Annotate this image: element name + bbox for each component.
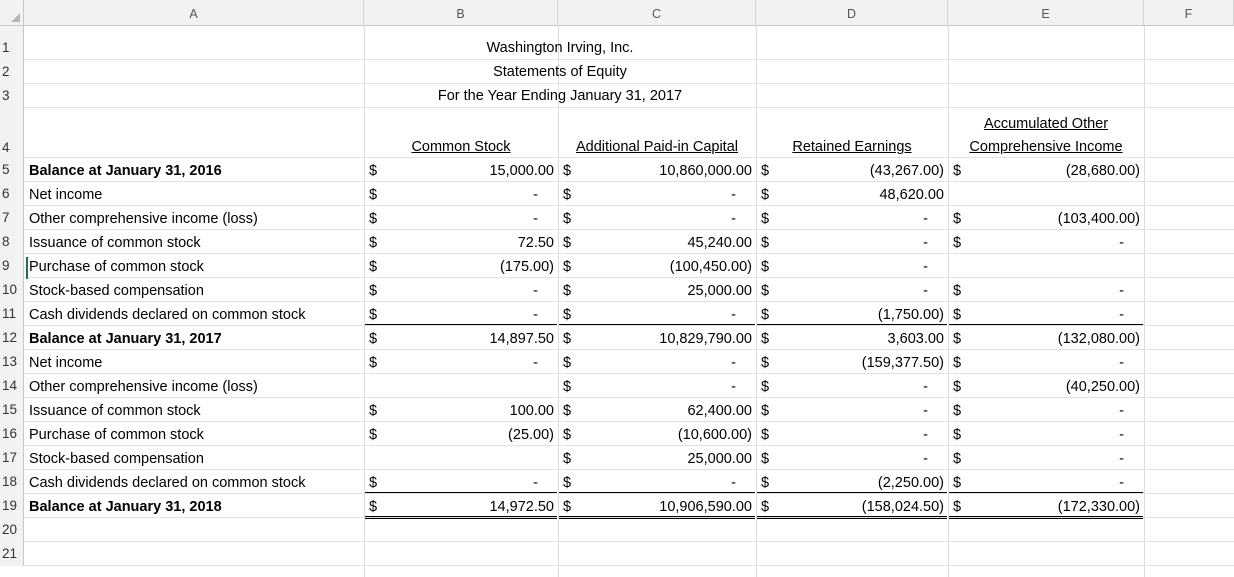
row-label[interactable]: Cash dividends declared on common stock: [29, 307, 306, 323]
value-cell-d[interactable]: 3,603.00: [887, 331, 944, 347]
value-cell-d[interactable]: -: [923, 259, 928, 275]
dollar-sign: $: [369, 259, 378, 275]
dollar-sign: $: [761, 499, 770, 515]
row-header[interactable]: 20: [0, 518, 24, 542]
statement-period[interactable]: For the Year Ending January 31, 2017: [437, 88, 683, 104]
header-retained-earnings[interactable]: [756, 136, 948, 158]
value-cell-d[interactable]: (159,377.50): [861, 355, 944, 371]
select-all-corner[interactable]: [0, 0, 24, 26]
dollar-sign: $: [953, 475, 962, 491]
dollar-sign: $: [953, 307, 962, 323]
row-label[interactable]: Issuance of common stock: [29, 235, 201, 251]
cell-border: [559, 516, 755, 519]
dollar-sign: $: [761, 307, 770, 323]
row-label[interactable]: Stock-based compensation: [29, 451, 204, 467]
dollar-sign: $: [761, 163, 770, 179]
column-header-e[interactable]: E: [948, 0, 1144, 26]
row-header[interactable]: 3: [0, 84, 24, 108]
row-label[interactable]: Purchase of common stock: [29, 259, 204, 275]
dollar-sign: $: [369, 235, 378, 251]
value-cell-e[interactable]: -: [1119, 451, 1124, 467]
dollar-sign: $: [953, 331, 962, 347]
dollar-sign: $: [953, 283, 962, 299]
dollar-sign: $: [563, 307, 572, 323]
row-header[interactable]: 18: [0, 470, 24, 494]
header-apic[interactable]: [558, 136, 756, 158]
row-header[interactable]: 11: [0, 302, 24, 326]
dollar-sign: $: [369, 355, 378, 371]
column-header-b[interactable]: B: [364, 0, 558, 26]
value-cell-d[interactable]: 48,620.00: [879, 187, 944, 203]
value-cell-c[interactable]: -: [731, 307, 736, 323]
row-header[interactable]: 19: [0, 494, 24, 518]
dollar-sign: $: [761, 475, 770, 491]
header-common-stock-text: Common Stock: [411, 139, 511, 155]
value-cell-d[interactable]: (158,024.50): [861, 499, 944, 515]
value-cell-b[interactable]: (25.00): [508, 427, 554, 443]
dollar-sign: $: [369, 475, 378, 491]
value-cell-e[interactable]: -: [1119, 403, 1124, 419]
value-cell-e[interactable]: -: [1119, 475, 1124, 491]
dollar-sign: $: [369, 427, 378, 443]
company-name[interactable]: Washington Irving, Inc.: [486, 40, 634, 56]
dollar-sign: $: [369, 331, 378, 347]
dollar-sign: $: [563, 355, 572, 371]
value-cell-d[interactable]: -: [923, 211, 928, 227]
dollar-sign: $: [563, 499, 572, 515]
gridline: [24, 565, 1234, 566]
value-cell-e[interactable]: (28,680.00): [1065, 163, 1140, 179]
dollar-sign: $: [563, 163, 572, 179]
value-cell-b[interactable]: -: [533, 211, 538, 227]
value-cell-e[interactable]: [948, 182, 1144, 206]
dollar-sign: $: [369, 211, 378, 227]
value-cell-c[interactable]: 10,906,590.00: [659, 499, 752, 515]
dollar-sign: $: [563, 475, 572, 491]
dollar-sign: $: [953, 211, 962, 227]
value-cell-b[interactable]: -: [533, 307, 538, 323]
cell-border: [757, 324, 947, 325]
value-cell-c[interactable]: 25,000.00: [687, 451, 752, 467]
dollar-sign: $: [953, 163, 962, 179]
value-cell-d[interactable]: -: [923, 427, 928, 443]
cell-border: [559, 324, 755, 325]
dollar-sign: $: [761, 355, 770, 371]
row-header[interactable]: 14: [0, 374, 24, 398]
value-cell-c[interactable]: -: [731, 475, 736, 491]
header-aoci-line1[interactable]: [948, 112, 1144, 136]
header-retained-earnings-text: Retained Earnings: [792, 139, 912, 155]
value-cell-e[interactable]: [948, 254, 1144, 278]
value-cell-d[interactable]: (43,267.00): [869, 163, 944, 179]
value-cell-e[interactable]: -: [1119, 427, 1124, 443]
dollar-sign: $: [563, 211, 572, 227]
row-label[interactable]: Balance at January 31, 2017: [29, 331, 222, 347]
row-label[interactable]: Cash dividends declared on common stock: [29, 475, 306, 491]
value-cell-d[interactable]: (2,250.00): [877, 475, 944, 491]
row-header[interactable]: 15: [0, 398, 24, 422]
value-cell-d[interactable]: -: [923, 379, 928, 395]
dollar-sign: $: [953, 403, 962, 419]
value-cell-e[interactable]: (172,330.00): [1057, 499, 1140, 515]
dollar-sign: $: [761, 451, 770, 467]
dollar-sign: $: [761, 187, 770, 203]
row-label[interactable]: Stock-based compensation: [29, 283, 204, 299]
row-header[interactable]: 2: [0, 60, 24, 84]
cell-border: [949, 516, 1143, 519]
value-cell-b[interactable]: 14,897.50: [489, 331, 554, 347]
cell-border: [365, 516, 557, 519]
dollar-sign: $: [761, 427, 770, 443]
row-header[interactable]: 8: [0, 230, 24, 254]
row-label[interactable]: Net income: [29, 187, 103, 203]
dollar-sign: $: [953, 379, 962, 395]
value-cell-c[interactable]: 10,829,790.00: [659, 331, 752, 347]
value-cell-b[interactable]: -: [533, 283, 538, 299]
value-cell-c[interactable]: 25,000.00: [687, 283, 752, 299]
value-cell-d[interactable]: -: [923, 451, 928, 467]
dollar-sign: $: [563, 451, 572, 467]
dollar-sign: $: [761, 235, 770, 251]
row-header[interactable]: 13: [0, 350, 24, 374]
cell-border: [365, 324, 557, 325]
dollar-sign: $: [953, 499, 962, 515]
value-cell-c[interactable]: -: [731, 187, 736, 203]
row-label[interactable]: Net income: [29, 355, 103, 371]
dollar-sign: $: [563, 235, 572, 251]
header-apic-text: Additional Paid-in Capital: [575, 139, 738, 155]
column-header-c[interactable]: C: [558, 0, 756, 26]
dollar-sign: $: [953, 427, 962, 443]
value-cell-b[interactable]: 72.50: [517, 235, 554, 251]
row-header[interactable]: 1: [0, 36, 24, 60]
dollar-sign: $: [563, 283, 572, 299]
cell-border: [949, 492, 1143, 493]
dollar-sign: $: [369, 163, 378, 179]
dollar-sign: $: [953, 355, 962, 371]
value-cell-c[interactable]: (100,450.00): [669, 259, 752, 275]
value-cell-b[interactable]: [364, 374, 558, 398]
row-label[interactable]: Balance at January 31, 2016: [29, 163, 222, 179]
value-cell-c[interactable]: -: [731, 379, 736, 395]
dollar-sign: $: [761, 403, 770, 419]
dollar-sign: $: [369, 283, 378, 299]
row-header[interactable]: 16: [0, 422, 24, 446]
value-cell-e[interactable]: -: [1119, 307, 1124, 323]
row-header[interactable]: 12: [0, 326, 24, 350]
value-cell-e[interactable]: -: [1119, 283, 1124, 299]
dollar-sign: $: [761, 259, 770, 275]
value-cell-c[interactable]: -: [731, 355, 736, 371]
value-cell-c[interactable]: 10,860,000.00: [659, 163, 752, 179]
header-common-stock[interactable]: [364, 136, 558, 158]
dollar-sign: $: [563, 403, 572, 419]
header-aoci-line2[interactable]: [948, 136, 1144, 158]
row-header[interactable]: 9: [0, 254, 24, 278]
dollar-sign: $: [369, 187, 378, 203]
column-header-d[interactable]: D: [756, 0, 948, 26]
value-cell-b[interactable]: 15,000.00: [489, 163, 554, 179]
dollar-sign: $: [953, 451, 962, 467]
value-cell-d[interactable]: -: [923, 235, 928, 251]
dollar-sign: $: [369, 403, 378, 419]
value-cell-b[interactable]: -: [533, 355, 538, 371]
value-cell-d[interactable]: -: [923, 403, 928, 419]
row-header[interactable]: 5: [0, 158, 24, 182]
header-aoci-line2-text: Comprehensive Income: [969, 139, 1123, 155]
dollar-sign: $: [563, 187, 572, 203]
dollar-sign: $: [761, 379, 770, 395]
row-label[interactable]: Purchase of common stock: [29, 427, 204, 443]
statement-title[interactable]: Statements of Equity: [493, 64, 627, 80]
cell-border: [949, 324, 1143, 325]
dollar-sign: $: [369, 307, 378, 323]
row-label[interactable]: Other comprehensive income (loss): [29, 379, 258, 395]
row-header[interactable]: 7: [0, 206, 24, 230]
value-cell-c[interactable]: 62,400.00: [687, 403, 752, 419]
row-header[interactable]: 6: [0, 182, 24, 206]
cell-border: [757, 516, 947, 519]
value-cell-d[interactable]: -: [923, 283, 928, 299]
value-cell-e[interactable]: (132,080.00): [1057, 331, 1140, 347]
value-cell-d[interactable]: (1,750.00): [877, 307, 944, 323]
select-all-triangle-icon: [11, 13, 20, 22]
active-cell-indicator: [26, 257, 28, 279]
row-label[interactable]: Balance at January 31, 2018: [29, 499, 222, 515]
value-cell-e[interactable]: (40,250.00): [1065, 379, 1140, 395]
dollar-sign: $: [563, 379, 572, 395]
header-aoci-line1-text: Accumulated Other: [983, 116, 1109, 132]
row-header[interactable]: 21: [0, 542, 24, 566]
value-cell-e[interactable]: -: [1119, 235, 1124, 251]
dollar-sign: $: [563, 259, 572, 275]
value-cell-e[interactable]: (103,400.00): [1057, 211, 1140, 227]
row-header[interactable]: 17: [0, 446, 24, 470]
dollar-sign: $: [761, 331, 770, 347]
value-cell-b[interactable]: -: [533, 187, 538, 203]
dollar-sign: $: [953, 235, 962, 251]
value-cell-b[interactable]: [364, 446, 558, 470]
value-cell-b[interactable]: -: [533, 475, 538, 491]
dollar-sign: $: [563, 427, 572, 443]
dollar-sign: $: [369, 499, 378, 515]
value-cell-c[interactable]: -: [731, 211, 736, 227]
row-header[interactable]: 10: [0, 278, 24, 302]
cell-border: [559, 492, 755, 493]
value-cell-b[interactable]: 100.00: [509, 403, 554, 419]
value-cell-c[interactable]: (10,600.00): [677, 427, 752, 443]
value-cell-b[interactable]: (175.00): [499, 259, 554, 275]
row-label[interactable]: Other comprehensive income (loss): [29, 211, 258, 227]
dollar-sign: $: [761, 283, 770, 299]
cell-border: [757, 492, 947, 493]
gridline: [24, 541, 1234, 542]
column-header-a[interactable]: A: [24, 0, 364, 26]
value-cell-c[interactable]: 45,240.00: [687, 235, 752, 251]
row-header-spacer: [0, 26, 24, 36]
dollar-sign: $: [563, 331, 572, 347]
value-cell-b[interactable]: 14,972.50: [489, 499, 554, 515]
dollar-sign: $: [761, 211, 770, 227]
row-header[interactable]: 4: [0, 108, 24, 158]
row-label[interactable]: Issuance of common stock: [29, 403, 201, 419]
value-cell-e[interactable]: -: [1119, 355, 1124, 371]
column-header-f[interactable]: F: [1144, 0, 1234, 26]
cell-border: [365, 492, 557, 493]
